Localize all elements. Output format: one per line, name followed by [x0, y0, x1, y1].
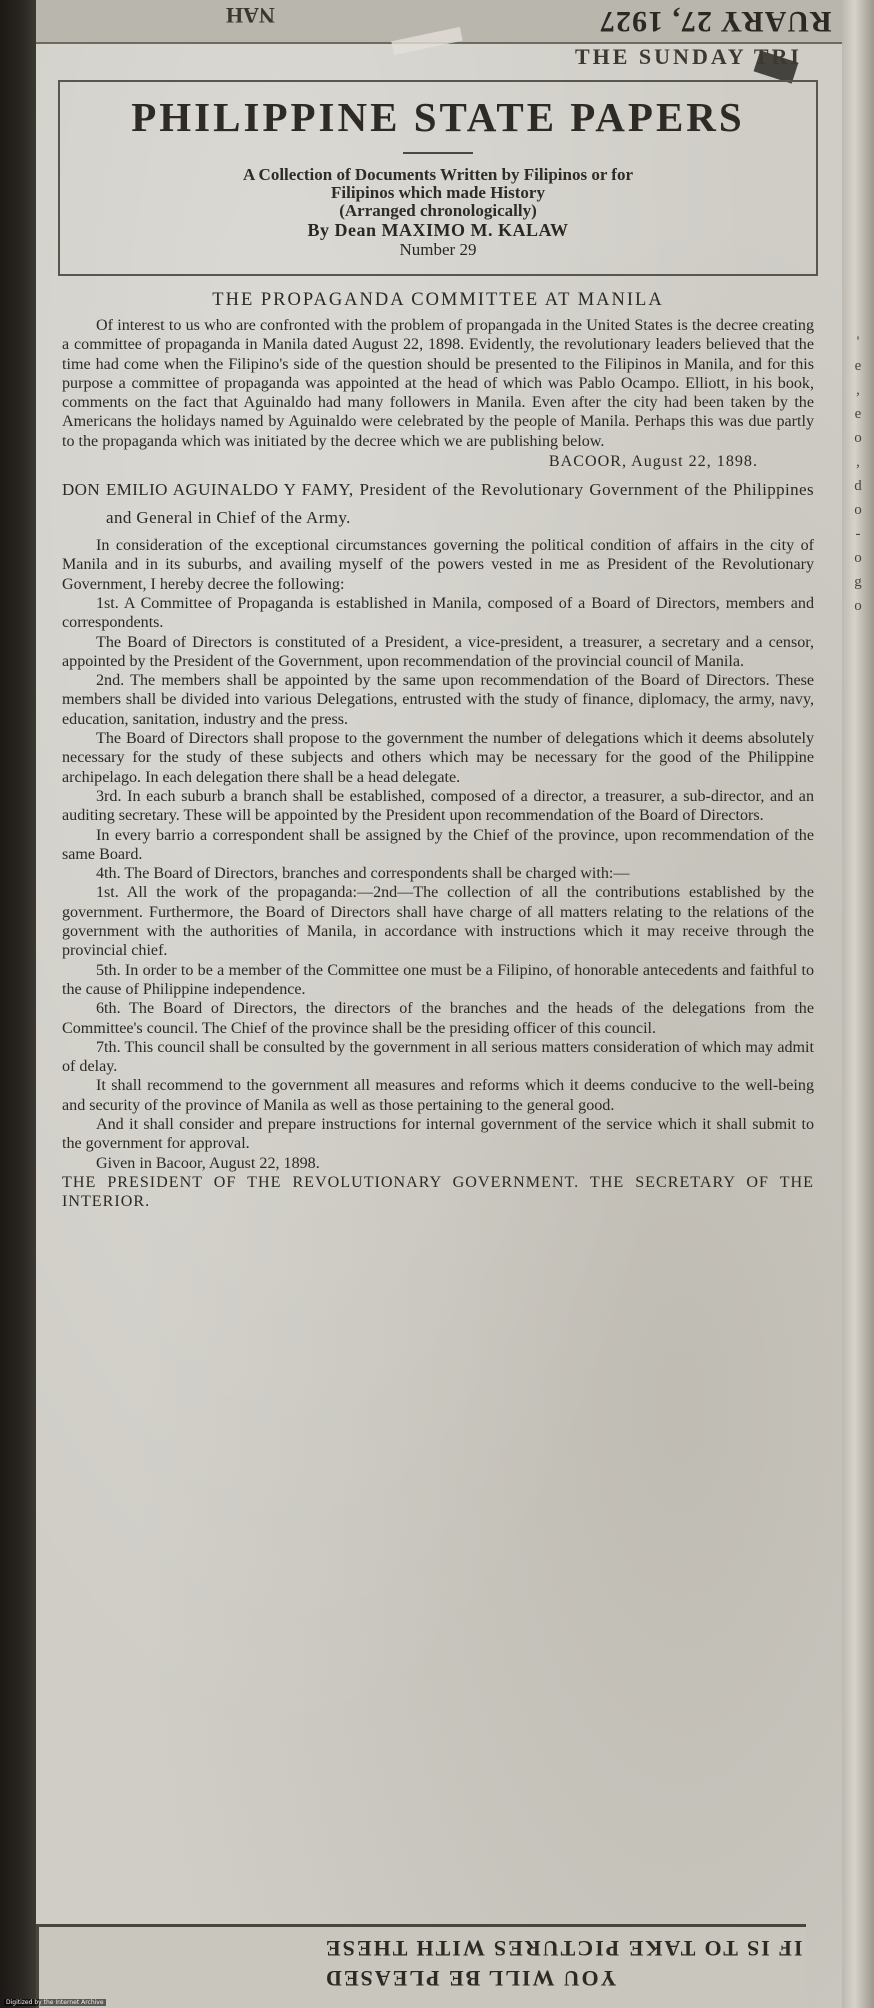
series-number: Number 29	[399, 240, 477, 259]
subtitle-line-1: A Collection of Documents Written by Filipinos or for	[242, 165, 634, 184]
footer-advert-box	[36, 1924, 806, 2008]
intro-paragraph: Of interest to us who are confronted with the problem of propangada in the United States is the decree creating a committee of propaganda in Manila dated August 22, 1898. Evidently, the revolutionary leaders believed that the time had come when the Filipino's side of the question should be presented to the Filipinos in Manila, and for this purpose a committee of propaganda was appointed at the head of which was Pablo Ocampo. Elliott, in his book, comments on the fact that Aguinaldo had many followers in Manila. Even after the city had been taken by the Americans the holidays named by Aguinaldo were celebrated by the people of Manila. Perhaps this was due partly to the propaganda which was initiated by the decree which we are publishing below.	[62, 317, 814, 450]
decree-paragraph: 4th. The Board of Directors, branches and correspondents shall be charged with:—	[96, 865, 630, 883]
margin-letter: g	[854, 574, 862, 590]
decree-paragraph: The Board of Directors shall propose to the government the number of delegations which it deems absolutely necessary for the study of these subjects and others which may be necessary for the good of the Philippine archipelago. In each delegation there shall be a head delegate.	[62, 730, 814, 786]
dateline: BACOOR, August 22, 1898.	[548, 453, 758, 471]
decree-paragraph: In consideration of the exceptional circumstances governing the political condition of affairs in the city of Manila and in its suburbs, and availing myself of the powers vested in me as President of the Revolutionary Government, I hereby decree the following:	[62, 537, 814, 593]
margin-letter: d	[854, 478, 862, 494]
footer-line-1: YOU WILL BE PLEASED	[323, 1966, 617, 1991]
margin-letters	[848, 330, 868, 618]
margin-letter: o	[854, 550, 862, 566]
decree-paragraph: It shall recommend to the government all measures and reforms which it deems conducive to the well-being and security of the province of Manila as well as those pertaining to the general good.	[62, 1077, 814, 1114]
title-box	[58, 80, 818, 276]
margin-letter: o	[854, 502, 862, 518]
given-line: Given in Bacoor, August 22, 1898.	[96, 1154, 320, 1172]
article-heading: THE PROPAGANDA COMMITTEE AT MANILA	[212, 290, 664, 310]
subtitle-line-2: Filipinos which made History	[331, 183, 545, 202]
margin-letter: ,	[856, 382, 860, 398]
title-divider	[403, 152, 473, 154]
byline: By Dean MAXIMO M. KALAW	[307, 220, 569, 240]
archive-credit: Digitized by the Internet Archive	[6, 1999, 104, 2006]
margin-letter: -	[855, 526, 861, 542]
masthead-date-flipped: RUARY 27, 1927	[599, 5, 832, 38]
margin-letter: o	[854, 430, 862, 446]
newspaper-page	[36, 0, 842, 2008]
masthead-section-flipped: NAH	[226, 3, 275, 28]
decree-paragraph: The Board of Directors is constituted of a President, a vice-president, a treasurer, a secretary and a censor, appointed by the President of the Government, upon recommendation of the provincial council of Manila.	[62, 633, 814, 670]
adjacent-page-edge	[842, 0, 874, 2008]
decree-paragraph: In every barrio a correspondent shall be assigned by the Chief of the province, upon recommendation of the same Board.	[62, 826, 814, 863]
signature-block: THE PRESIDENT OF THE REVOLUTIONARY GOVERNMENT. THE SECRETARY OF THE INTERIOR.	[62, 1173, 814, 1211]
decree-paragraph: 5th. In order to be a member of the Committee one must be a Filipino, of honorable antecedents and faithful to the cause of Philippine independence.	[62, 961, 814, 998]
margin-letter: '	[856, 334, 860, 350]
margin-letter: e	[854, 358, 862, 374]
decree-paragraph: 2nd. The members shall be appointed by the same upon recommendation of the Board of Directors. These members shall be divided into various Delegations, entrusted with the study of finance, diplomacy, the army, navy, education, sanitation, industry and the press.	[62, 672, 814, 728]
article-body	[62, 286, 814, 1906]
decree-paragraph: 1st. A Committee of Propaganda is established in Manila, composed of a Board of Directors, members and correspondents.	[62, 594, 814, 632]
addressee: DON EMILIO AGUINALDO Y FAMY, President of the Revolutionary Government of the Philippines and General in Chief of the Army.	[62, 480, 814, 528]
decree-paragraph: And it shall consider and prepare instructions for internal government of the service which it shall submit to the government for approval.	[62, 1115, 814, 1153]
subtitle-line-3: (Arranged chronologically)	[339, 201, 537, 220]
page-title: PHILIPPINE STATE PAPERS	[131, 94, 745, 140]
margin-letter: o	[854, 598, 862, 614]
margin-letter: ,	[856, 454, 860, 470]
paper-name: THE SUNDAY TRI	[574, 44, 802, 69]
margin-letter: e	[854, 406, 862, 422]
footer-line-2: IF IS TO TAKE PICTURES WITH THESE	[323, 1936, 802, 1961]
decree-paragraph: 6th. The Board of Directors, the directors of the branches and the heads of the delegations from the Committee's council. The Chief of the province shall be the presiding officer of this council.	[62, 1000, 814, 1037]
decree-paragraph: 1st. All the work of the propaganda:—2nd—The collection of all the contributions established by the government. Furthermore, the Board of Directors shall have charge of all matters relating to the relations of the government with the authorities of Manila, in accordance with instructions which it may receive through the provincial chief.	[62, 884, 814, 960]
decree-paragraph: 3rd. In each suburb a branch shall be established, composed of a director, a treasurer, a sub-director, and an auditing secretary. These will be appointed by the President upon recommendation of the Board of Directors.	[62, 787, 814, 825]
decree-paragraph: 7th. This council shall be consulted by the government in all serious matters consideration of which may admit of delay.	[62, 1038, 814, 1076]
footer-flipped-text	[324, 1933, 802, 1993]
